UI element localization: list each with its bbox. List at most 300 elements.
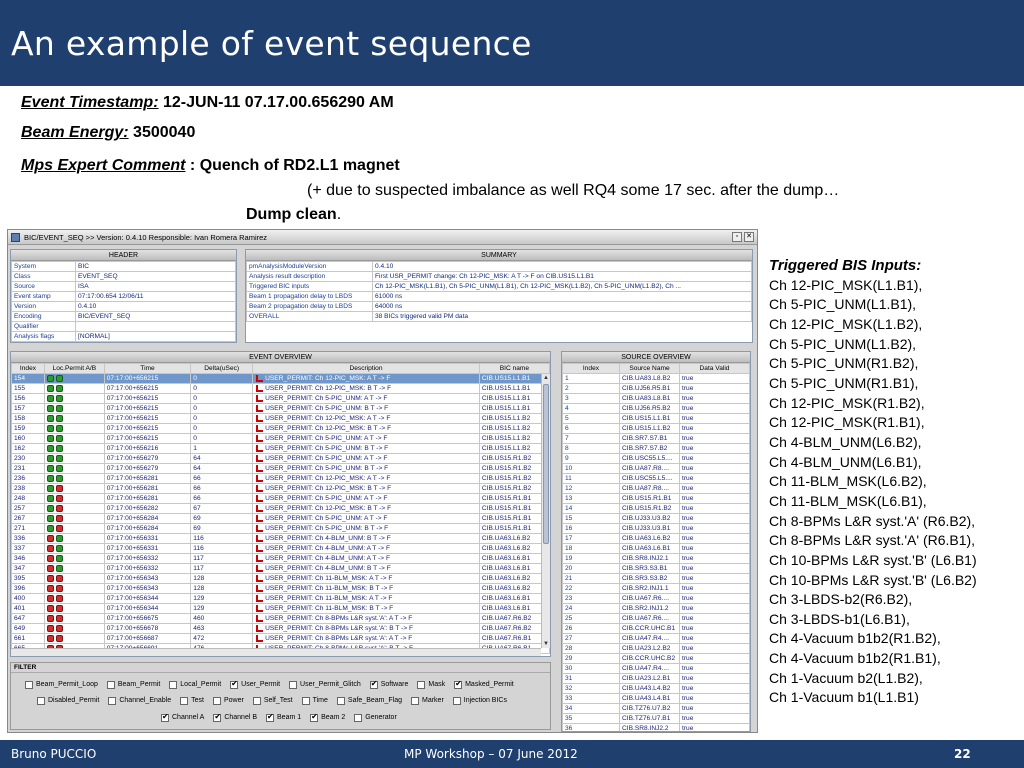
event-row[interactable]: [12, 554, 550, 564]
scroll-up-icon[interactable]: ▲: [543, 375, 549, 381]
permit-b-true-icon: [56, 425, 63, 432]
permit-a-true-icon: [47, 425, 54, 432]
triggered-item: Ch 1-Vacuum b2(L1.B2),: [769, 669, 923, 686]
source-row[interactable]: [563, 544, 750, 554]
source-data-valid: true: [680, 494, 750, 504]
source-row[interactable]: [563, 464, 750, 474]
event-description-cell: [253, 404, 480, 414]
event-index: 257: [12, 504, 45, 514]
event-delta: 116: [191, 534, 253, 544]
event-delta: 472: [191, 634, 253, 644]
event-description: USER_PERMIT: Ch 4-BLM_UNM: B T -> F: [265, 535, 391, 542]
loc-permit-leds: [47, 575, 102, 583]
checkbox-checked-icon[interactable]: [454, 681, 462, 689]
filter-label: Test: [191, 697, 204, 704]
event-index: 155: [12, 384, 45, 394]
permit-b-false-icon: [56, 495, 63, 502]
event-index: 346: [12, 554, 45, 564]
event-time: 07:17:00+656281: [104, 494, 191, 504]
filter-mask-checkbox[interactable]: [417, 680, 445, 690]
source-index: 15: [563, 514, 620, 524]
source-data-valid: true: [680, 374, 750, 384]
source-index: 18: [563, 544, 620, 554]
source-index: 2: [563, 384, 620, 394]
source-index: 32: [563, 684, 620, 694]
source-index: 23: [563, 594, 620, 604]
event-row[interactable]: [12, 434, 550, 444]
event-row[interactable]: [12, 514, 550, 524]
event-time: 07:17:00+656284: [104, 524, 191, 534]
checkbox-unchecked-icon[interactable]: [180, 697, 188, 705]
summary-key: pmAnalysisModuleVersion: [247, 262, 373, 272]
checkbox-unchecked-icon[interactable]: [289, 681, 297, 689]
event-description-cell: [253, 384, 480, 394]
source-name: CIB.UA43.L4.B1: [620, 694, 680, 704]
source-name: CIB.UA23.L2.B2: [620, 644, 680, 654]
source-row[interactable]: [563, 724, 750, 733]
bic-event-seq-window: [7, 229, 758, 733]
source-overview-title: SOURCE OVERVIEW: [562, 352, 750, 363]
source-row[interactable]: [563, 434, 750, 444]
permit-b-true-icon: [56, 385, 63, 392]
permit-b-false-icon: [56, 515, 63, 522]
event-time: 07:17:00+656344: [104, 594, 191, 604]
triggered-item: Ch 12-PIC_MSK(L1.B2),: [769, 315, 923, 332]
source-name: CIB.USC55.L5....: [620, 454, 680, 464]
event-row[interactable]: [12, 394, 550, 404]
event-column-header[interactable]: Time: [104, 364, 191, 374]
triggered-item: Ch 5-PIC_UNM(L1.B1),: [769, 296, 917, 313]
event-bic-name: CIB.US15.L1.B2: [479, 444, 549, 454]
event-row[interactable]: [12, 634, 550, 644]
triggered-list: [769, 276, 1024, 708]
filter-channel-enable-checkbox[interactable]: [108, 696, 171, 706]
header-row: [12, 332, 236, 342]
event-column-header[interactable]: Description: [253, 364, 480, 374]
source-column-header[interactable]: Data Valid: [680, 364, 750, 374]
permit-b-false-icon: [56, 525, 63, 532]
event-overview-panel: [10, 351, 551, 657]
loc-permit-leds: [47, 555, 102, 563]
event-time: 07:17:00+656279: [104, 464, 191, 474]
event-column-header[interactable]: Index: [12, 364, 45, 374]
transition-icon: [255, 515, 263, 522]
source-data-valid: true: [680, 504, 750, 514]
loc-permit-cell: [44, 614, 104, 624]
filter-local-permit-checkbox[interactable]: [169, 680, 221, 690]
event-row[interactable]: [12, 484, 550, 494]
source-column-header[interactable]: Index: [563, 364, 620, 374]
event-description-cell: [253, 534, 480, 544]
filter-software-checkbox[interactable]: [370, 680, 409, 690]
source-row[interactable]: [563, 504, 750, 514]
filter-label: Software: [380, 681, 409, 688]
loc-permit-cell: [44, 584, 104, 594]
loc-permit-leds: [47, 415, 102, 423]
header-row: [12, 312, 236, 322]
event-time: 07:17:00+656687: [104, 634, 191, 644]
event-delta: 129: [191, 594, 253, 604]
event-scroll-thumb[interactable]: [543, 384, 549, 544]
filter-label: Generator: [365, 714, 397, 721]
filter-label: Marker: [422, 697, 444, 704]
permit-b-true-icon: [56, 565, 63, 572]
event-description-cell: [253, 564, 480, 574]
summary-row: [247, 282, 752, 292]
triggered-item: Ch 5-PIC_UNM(R1.B2),: [769, 355, 919, 372]
checkbox-unchecked-icon[interactable]: [253, 697, 261, 705]
transition-icon: [255, 415, 263, 422]
source-index: 7: [563, 434, 620, 444]
event-bic-name: CIB.UA63.L6.B2: [479, 584, 549, 594]
event-description: USER_PERMIT: Ch 12-PIC_MSK: A T -> F: [265, 375, 391, 382]
filter-generator-checkbox[interactable]: [354, 713, 397, 723]
triggered-item: Ch 11-BLM_MSK(L6.B1),: [769, 492, 927, 509]
loc-permit-leds: [47, 525, 102, 533]
event-delta: 0: [191, 434, 253, 444]
filter-beam-permit-loop-checkbox[interactable]: [25, 680, 98, 690]
permit-a-true-icon: [47, 455, 54, 462]
source-name: CIB.UA63.L6.B1: [620, 544, 680, 554]
header-panel: [10, 249, 237, 343]
event-row[interactable]: [12, 424, 550, 434]
event-description-cell: [253, 434, 480, 444]
summary-row: [247, 312, 752, 322]
checkbox-checked-icon[interactable]: [213, 714, 221, 722]
source-row[interactable]: [563, 484, 750, 494]
permit-b-true-icon: [56, 435, 63, 442]
checkbox-unchecked-icon[interactable]: [169, 681, 177, 689]
dump-clean-period: .: [336, 206, 342, 223]
event-bic-name: CIB.US15.R1.B2: [479, 464, 549, 474]
event-column-header[interactable]: Delta(uSec): [191, 364, 253, 374]
source-row[interactable]: [563, 624, 750, 634]
event-row[interactable]: [12, 494, 550, 504]
filter-user-permit-checkbox[interactable]: [230, 680, 280, 690]
filter-test-checkbox[interactable]: [180, 696, 204, 706]
source-index: 14: [563, 504, 620, 514]
checkbox-unchecked-icon[interactable]: [37, 697, 45, 705]
event-delta: 66: [191, 494, 253, 504]
loc-permit-cell: [44, 454, 104, 464]
source-data-valid: true: [680, 544, 750, 554]
source-row[interactable]: [563, 384, 750, 394]
event-time: 07:17:00+656284: [104, 514, 191, 524]
event-index: 647: [12, 614, 45, 624]
checkbox-checked-icon[interactable]: [310, 714, 318, 722]
window-titlebar[interactable]: [8, 230, 757, 245]
event-bic-name: CIB.US15.L1.B2: [479, 434, 549, 444]
header-key: Qualifier: [12, 322, 76, 332]
event-delta: 128: [191, 574, 253, 584]
source-data-valid: true: [680, 684, 750, 694]
event-delta: 69: [191, 514, 253, 524]
transition-icon: [255, 585, 263, 592]
source-row[interactable]: [563, 584, 750, 594]
filter-self-test-checkbox[interactable]: [253, 696, 293, 706]
transition-icon: [255, 575, 263, 582]
event-description-cell: [253, 424, 480, 434]
checkbox-checked-icon[interactable]: [161, 714, 169, 722]
permit-b-true-icon: [56, 555, 63, 562]
event-row[interactable]: [12, 614, 550, 624]
transition-icon: [255, 425, 263, 432]
event-time: 07:17:00+656675: [104, 614, 191, 624]
loc-permit-cell: [44, 504, 104, 514]
checkbox-unchecked-icon[interactable]: [337, 697, 345, 705]
source-data-valid: true: [680, 514, 750, 524]
source-data-valid: true: [680, 624, 750, 634]
event-row[interactable]: [12, 374, 550, 384]
triggered-item: Ch 4-Vacuum b1b2(R1.B1),: [769, 650, 941, 667]
source-row[interactable]: [563, 534, 750, 544]
source-data-valid: true: [680, 454, 750, 464]
source-data-valid: true: [680, 674, 750, 684]
permit-a-false-icon: [47, 575, 54, 582]
source-column-header[interactable]: Source Name: [620, 364, 680, 374]
source-row[interactable]: [563, 374, 750, 384]
checkbox-unchecked-icon[interactable]: [354, 714, 362, 722]
source-row[interactable]: [563, 404, 750, 414]
event-time: 07:17:00+656215: [104, 414, 191, 424]
source-row[interactable]: [563, 714, 750, 724]
event-column-header[interactable]: BIC name: [479, 364, 549, 374]
event-row[interactable]: [12, 404, 550, 414]
footer-page-number: 22: [954, 747, 971, 761]
event-time: 07:17:00+656215: [104, 424, 191, 434]
source-data-valid: true: [680, 384, 750, 394]
checkbox-unchecked-icon[interactable]: [25, 681, 33, 689]
source-row[interactable]: [563, 644, 750, 654]
event-index: 160: [12, 434, 45, 444]
timestamp-value: 12-JUN-11 07.17.00.656290 AM: [162, 94, 394, 111]
source-row[interactable]: [563, 604, 750, 614]
event-description: USER_PERMIT: Ch 8-BPMs L&R syst.'A': A T -> F: [265, 615, 413, 622]
transition-icon: [255, 565, 263, 572]
event-time: 07:17:00+656332: [104, 554, 191, 564]
event-delta: 64: [191, 464, 253, 474]
source-data-valid: true: [680, 654, 750, 664]
scroll-down-icon[interactable]: ▼: [543, 641, 549, 647]
filter-beam-2-checkbox[interactable]: [310, 713, 345, 723]
filter-channel-b-checkbox[interactable]: [213, 713, 257, 723]
source-index: 36: [563, 724, 620, 733]
event-bic-name: CIB.US15.L1.B2: [479, 424, 549, 434]
event-row[interactable]: [12, 454, 550, 464]
event-row[interactable]: [12, 574, 550, 584]
filter-title: FILTER: [11, 663, 550, 673]
source-row[interactable]: [563, 514, 750, 524]
event-row[interactable]: [12, 594, 550, 604]
source-row[interactable]: [563, 494, 750, 504]
checkbox-unchecked-icon[interactable]: [411, 697, 419, 705]
event-index: 156: [12, 394, 45, 404]
loc-permit-leds: [47, 595, 102, 603]
source-row[interactable]: [563, 704, 750, 714]
permit-b-false-icon: [56, 505, 63, 512]
triggered-item: Ch 3-LBDS-b2(R6.B2),: [769, 591, 913, 608]
transition-icon: [255, 455, 263, 462]
triggered-inputs: [769, 256, 1024, 708]
triggered-item: Ch 1-Vacuum b1(L1.B1): [769, 689, 919, 706]
source-name: CIB.UA67.R6....: [620, 594, 680, 604]
event-description: USER_PERMIT: Ch 11-BLM_MSK: A T -> F: [265, 575, 393, 582]
transition-icon: [255, 485, 263, 492]
event-index: 154: [12, 374, 45, 384]
permit-b-true-icon: [56, 455, 63, 462]
filter-channel-a-checkbox[interactable]: [161, 713, 204, 723]
source-row[interactable]: [563, 574, 750, 584]
source-row[interactable]: [563, 564, 750, 574]
source-row[interactable]: [563, 614, 750, 624]
event-index: 236: [12, 474, 45, 484]
source-row[interactable]: [563, 684, 750, 694]
filter-power-checkbox[interactable]: [213, 696, 244, 706]
permit-a-false-icon: [47, 595, 54, 602]
event-row[interactable]: [12, 384, 550, 394]
filter-masked-permit-checkbox[interactable]: [454, 680, 514, 690]
event-row[interactable]: [12, 464, 550, 474]
event-description: USER_PERMIT: Ch 12-PIC_MSK: A T -> F: [265, 475, 391, 482]
checkbox-unchecked-icon[interactable]: [213, 697, 221, 705]
event-index: 649: [12, 624, 45, 634]
source-row[interactable]: [563, 654, 750, 664]
source-row[interactable]: [563, 394, 750, 404]
source-row[interactable]: [563, 674, 750, 684]
filter-injection-bics-checkbox[interactable]: [453, 696, 507, 706]
header-value: [76, 322, 236, 332]
source-row[interactable]: [563, 524, 750, 534]
source-row[interactable]: [563, 454, 750, 464]
checkbox-unchecked-icon[interactable]: [108, 697, 116, 705]
event-index: 157: [12, 404, 45, 414]
event-description: USER_PERMIT: Ch 12-PIC_MSK: A T -> F: [265, 415, 391, 422]
source-index: 1: [563, 374, 620, 384]
source-index: 10: [563, 464, 620, 474]
filter-beam-permit-checkbox[interactable]: [107, 680, 160, 690]
event-row[interactable]: [12, 524, 550, 534]
event-description-cell: [253, 454, 480, 464]
event-time: 07:17:00+656281: [104, 474, 191, 484]
loc-permit-cell: [44, 514, 104, 524]
event-row[interactable]: [12, 504, 550, 514]
comment-line-2: (+ due to suspected imbalance as well RQ4 some 17 sec. after the dump…: [307, 182, 840, 199]
transition-icon: [255, 475, 263, 482]
permit-b-false-icon: [56, 635, 63, 642]
loc-permit-cell: [44, 594, 104, 604]
event-row[interactable]: [12, 534, 550, 544]
event-hscrollbar[interactable]: [11, 648, 541, 656]
comment-line: Mps Expert Comment : Quench of RD2.L1 magnet: [21, 157, 400, 174]
loc-permit-leds: [47, 545, 102, 553]
beam-energy-line: [21, 124, 195, 142]
checkbox-checked-icon[interactable]: [370, 681, 378, 689]
source-row[interactable]: [563, 444, 750, 454]
checkbox-unchecked-icon[interactable]: [453, 697, 461, 705]
window-controls: [732, 232, 754, 242]
source-row[interactable]: [563, 634, 750, 644]
transition-icon: [255, 605, 263, 612]
event-row[interactable]: [12, 474, 550, 484]
source-row[interactable]: [563, 594, 750, 604]
transition-icon: [255, 535, 263, 542]
event-description: USER_PERMIT: Ch 5-PIC_UNM: A T -> F: [265, 455, 388, 462]
header-row: [12, 262, 236, 272]
event-scrollbar[interactable]: [541, 374, 550, 648]
footer-bar: [0, 740, 1024, 768]
event-delta: 67: [191, 504, 253, 514]
source-index: 30: [563, 664, 620, 674]
source-row[interactable]: [563, 414, 750, 424]
permit-b-false-icon: [56, 485, 63, 492]
source-name: CIB.UA47.R4....: [620, 634, 680, 644]
event-description-cell: [253, 594, 480, 604]
event-row[interactable]: [12, 624, 550, 634]
filter-user-permit-glitch-checkbox[interactable]: [289, 680, 361, 690]
checkbox-checked-icon[interactable]: [266, 714, 274, 722]
source-data-valid: true: [680, 664, 750, 674]
event-index: 231: [12, 464, 45, 474]
event-row[interactable]: [12, 604, 550, 614]
source-row[interactable]: [563, 664, 750, 674]
filter-disabled-permit-checkbox[interactable]: [37, 696, 99, 706]
event-row[interactable]: [12, 544, 550, 554]
checkbox-unchecked-icon[interactable]: [107, 681, 115, 689]
transition-icon: [255, 505, 263, 512]
source-row[interactable]: [563, 694, 750, 704]
event-index: 267: [12, 514, 45, 524]
source-index: 25: [563, 614, 620, 624]
event-row[interactable]: [12, 414, 550, 424]
source-name: CIB.UJ33.U3.B2: [620, 514, 680, 524]
filter-label: User_Permit_Glitch: [300, 681, 361, 688]
checkbox-checked-icon[interactable]: [230, 681, 238, 689]
filter-beam-1-checkbox[interactable]: [266, 713, 301, 723]
event-row[interactable]: [12, 444, 550, 454]
event-bic-name: CIB.UA63.L6.B1: [479, 604, 549, 614]
filter-time-checkbox[interactable]: [302, 696, 328, 706]
event-column-header[interactable]: Loc.Permit A/B: [44, 364, 104, 374]
filter-safe-beam-flag-checkbox[interactable]: [337, 696, 402, 706]
event-time: 07:17:00+656215: [104, 404, 191, 414]
triggered-item: Ch 5-PIC_UNM(R1.B1),: [769, 374, 919, 391]
transition-icon: [255, 465, 263, 472]
event-bic-name: CIB.US15.R1.B2: [479, 484, 549, 494]
filter-marker-checkbox[interactable]: [411, 696, 444, 706]
transition-icon: [255, 405, 263, 412]
event-description: USER_PERMIT: Ch 12-PIC_MSK: B T -> F: [265, 425, 392, 432]
event-row[interactable]: [12, 584, 550, 594]
event-bic-name: CIB.UA63.L6.B2: [479, 574, 549, 584]
source-row[interactable]: [563, 474, 750, 484]
event-bic-name: CIB.US15.L1.B1: [479, 404, 549, 414]
source-index: 19: [563, 554, 620, 564]
permit-a-true-icon: [47, 515, 54, 522]
source-name: CIB.CCR.UHC.B2: [620, 654, 680, 664]
source-row[interactable]: [563, 554, 750, 564]
restore-icon[interactable]: ▫: [732, 232, 742, 242]
event-index: 395: [12, 574, 45, 584]
event-row[interactable]: [12, 564, 550, 574]
source-row[interactable]: [563, 424, 750, 434]
checkbox-unchecked-icon[interactable]: [417, 681, 425, 689]
source-index: 3: [563, 394, 620, 404]
permit-a-true-icon: [47, 495, 54, 502]
filter-row-3: [161, 713, 397, 723]
close-icon[interactable]: ✕: [744, 232, 754, 242]
transition-icon: [255, 635, 263, 642]
checkbox-unchecked-icon[interactable]: [302, 697, 310, 705]
